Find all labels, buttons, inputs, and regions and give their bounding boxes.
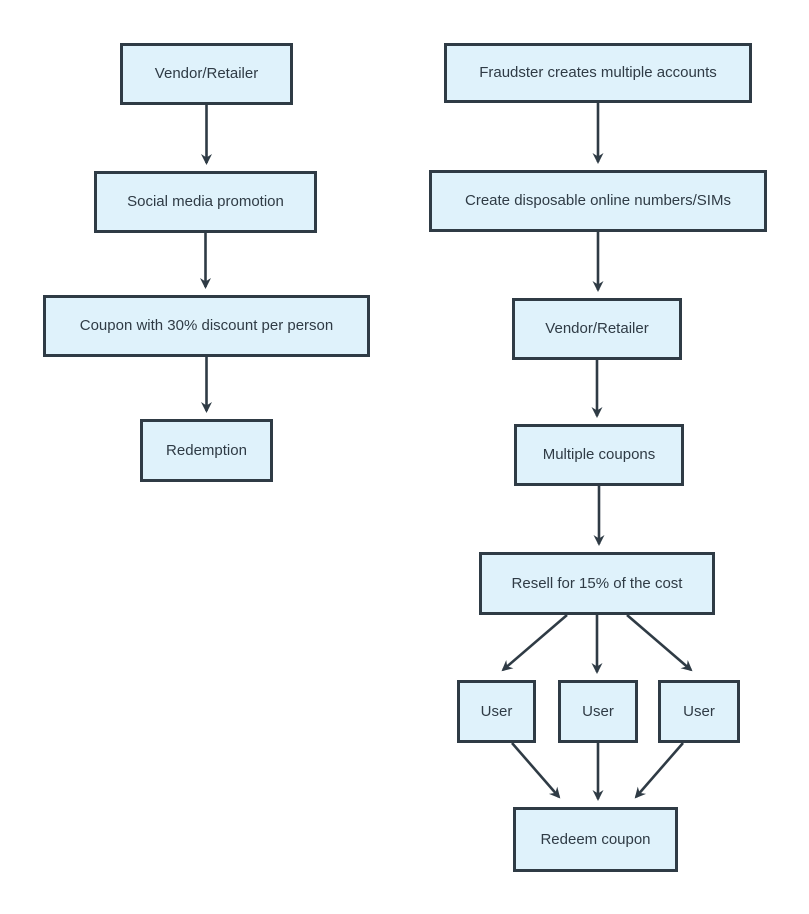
node-social-media-promotion: Social media promotion (94, 171, 317, 233)
arrow-resell-to-user1 (503, 615, 567, 670)
node-disposable-numbers-sims: Create disposable online numbers/SIMs (429, 170, 767, 232)
node-resell: Resell for 15% of the cost (479, 552, 715, 615)
arrow-user3-to-redeem (636, 743, 683, 797)
arrow-resell-to-user3 (627, 615, 691, 670)
node-user-3: User (658, 680, 740, 743)
node-redemption: Redemption (140, 419, 273, 482)
node-coupon-discount: Coupon with 30% discount per person (43, 295, 370, 357)
node-vendor-retailer-fraud: Vendor/Retailer (512, 298, 682, 360)
node-user-1: User (457, 680, 536, 743)
arrow-user1-to-redeem (512, 743, 559, 797)
node-redeem-coupon: Redeem coupon (513, 807, 678, 872)
node-vendor-retailer: Vendor/Retailer (120, 43, 293, 105)
node-multiple-coupons: Multiple coupons (514, 424, 684, 486)
node-user-2: User (558, 680, 638, 743)
node-fraudster-creates-accounts: Fraudster creates multiple accounts (444, 43, 752, 103)
